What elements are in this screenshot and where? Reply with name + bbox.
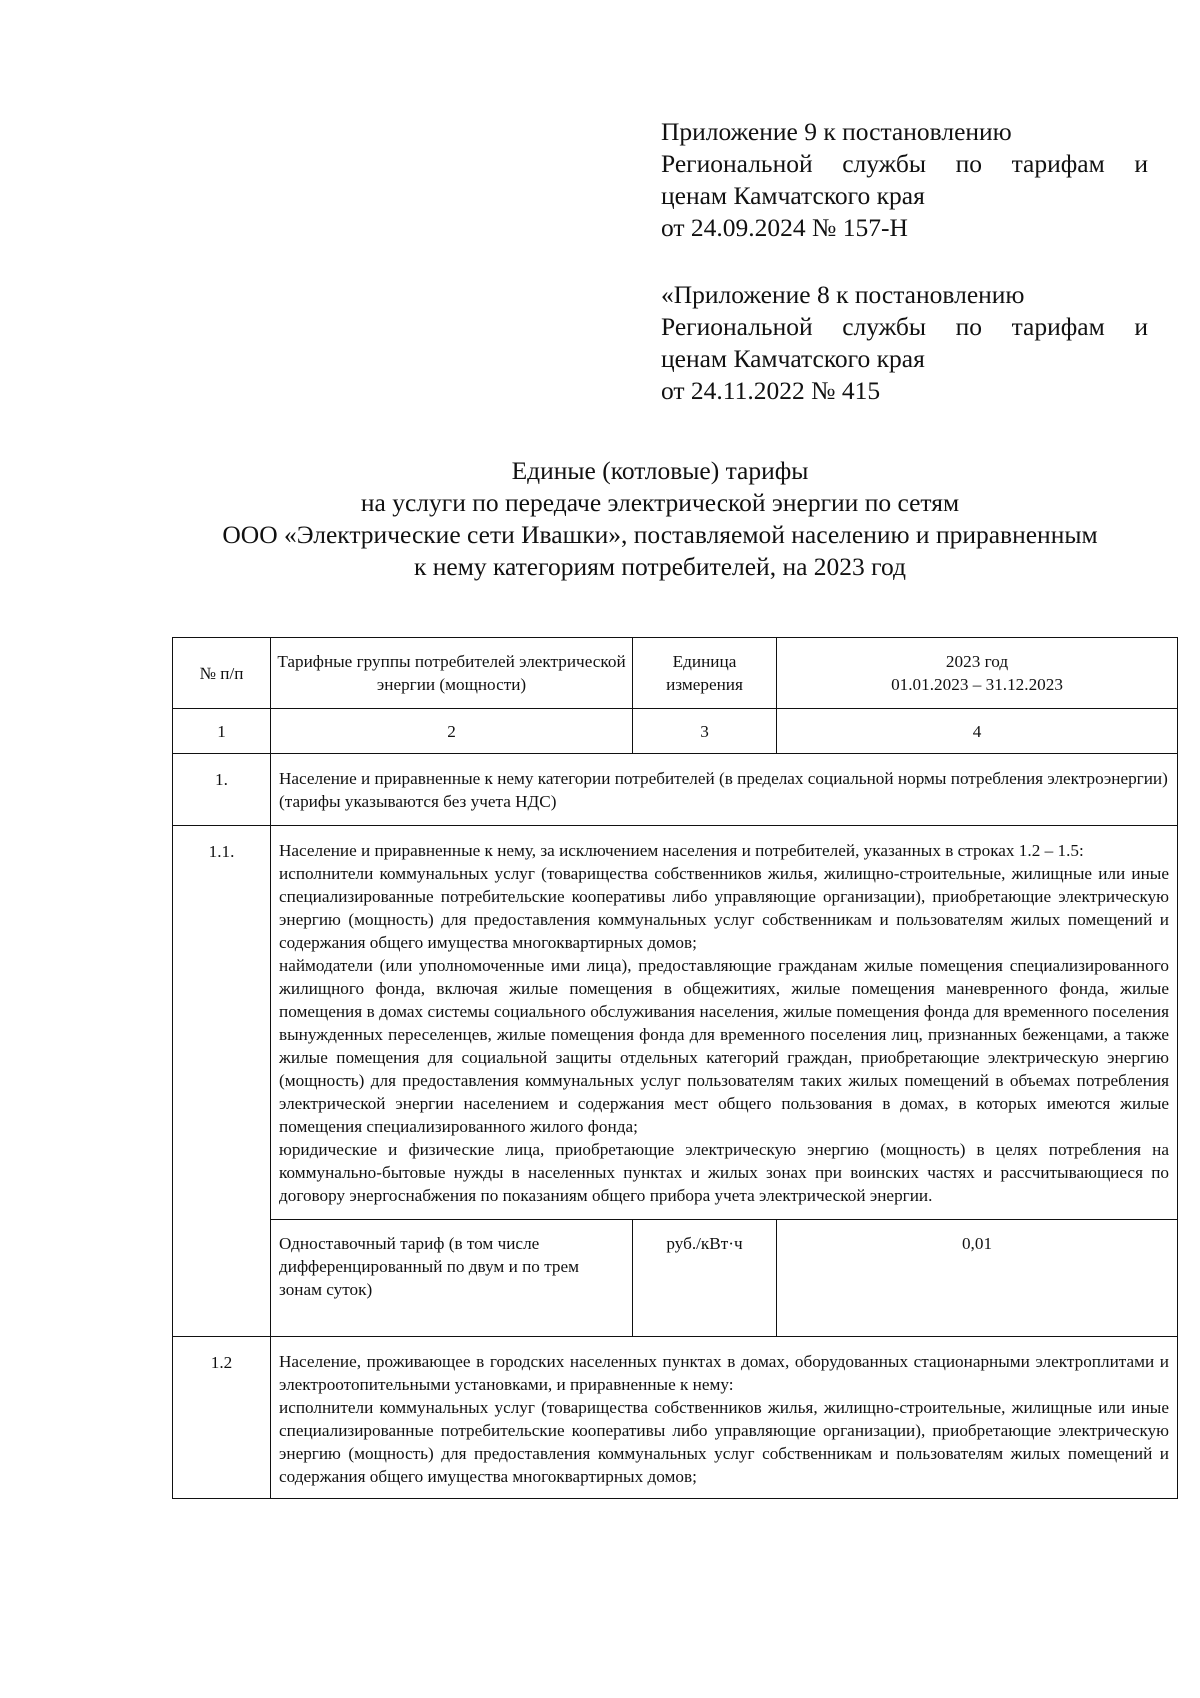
title-line: Единые (котловые) тарифы [511,456,809,485]
row-description [271,754,1178,826]
title-line: на услуги по передаче электрической энергии по сетям [360,488,960,517]
header-year: 2023 год [945,652,1009,671]
annex-line: Региональной службы по тарифам и [661,149,1148,178]
header-dates: 01.01.2023 – 31.12.2023 [891,675,1063,694]
annex-line: ценам Камчатского края [661,181,925,210]
table-row-section-1-1 [173,826,1178,1220]
header-unit-text: Единица измерения [666,652,743,694]
document-title [160,455,1160,583]
annex-line: «Приложение 8 к постановлению [661,280,1025,309]
row-description [271,1337,1178,1499]
header-number: № п/п [173,638,271,709]
paragraph: Население, проживающее в городских населенных пунктах в домах, оборудованных стационарными электроплитами и электроотопительными установками, и приравненные к нему: [279,1352,1169,1394]
table-header-row [173,638,1178,709]
tariff-table [172,637,1178,1499]
paragraph: исполнители коммунальных услуг (товарищества собственников жилья, жилищно-строительные, жилищные или иные специализированные потребительские кооперативы либо управляющие организации), приобретающие электрическую энергию (мощность) для предоставления коммунальных услуг собственникам и пользователям жилых помещений и содержания общего имущества многоквартирных домов; [279,1398,1169,1486]
table-row-section-1-2 [173,1337,1178,1499]
row-number: 1. [173,754,271,826]
paragraph: наймодатели (или уполномоченные ими лица), предоставляющие гражданам жилые помещения специализированного жилищного фонда, включая жилые помещения в общежитиях, жилые помещения маневренного фонда, жилые помещения в домах системы социального обслуживания населения, жилые помещения фонда для временного поселения вынужденных переселенцев, жилые помещения фонда для временного поселения лиц, признанных беженцами, а также жилые помещения для социальной защиты отдельных категорий граждан, приобретающие электрическую энергию (мощность) для предоставления коммунальных услуг пользователям таких жилых помещений в объемах потребления электрической энергии населением и содержания мест общего пользования в домах, в которых имеются жилые помещения специализированного жилого фонда; [279,956,1169,1136]
annex-line: от 24.09.2024 № 157-Н [661,213,908,242]
rate-unit: руб./кВт·ч [633,1220,777,1337]
annex-line: Региональной службы по тарифам и [661,312,1148,341]
paragraph: исполнители коммунальных услуг (товарищества собственников жилья, жилищно-строительные, жилищные или иные специализированные потребительские кооперативы либо управляющие организации), приобретающие электрическую энергию (мощность) для предоставления коммунальных услуг собственникам и пользователям жилых помещений и содержания общего имущества многоквартирных домов; [279,864,1169,952]
column-number: 2 [271,709,633,754]
annex-header-current [661,116,1148,244]
column-number: 1 [173,709,271,754]
title-line: к нему категориям потребителей, на 2023 год [414,552,906,581]
rate-value: 0,01 [777,1220,1178,1337]
annex-line: ценам Камчатского края [661,344,925,373]
header-unit [633,638,777,709]
paragraph: Население и приравненные к нему, за исключением населения и потребителей, указанных в строках 1.2 – 1.5: [279,841,1084,860]
column-number: 4 [777,709,1178,754]
annex-header-previous [661,279,1148,407]
table-row-section-1 [173,754,1178,826]
paragraph: Население и приравненные к нему категории потребителей (в пределах социальной нормы потребления электроэнергии) (тарифы указываются без учета НДС) [279,769,1168,811]
column-number: 3 [633,709,777,754]
paragraph: юридические и физические лица, приобретающие электрическую энергию (мощность) в целях потребления на коммунально-бытовые нужды в населенных пунктах и жилых зонах при воинских частях и рассчитывающиеся по договору энергоснабжения по показаниям общего прибора учета электрической энергии. [279,1140,1169,1205]
row-number: 1.1. [173,826,271,1337]
annex-line: от 24.11.2022 № 415 [661,376,881,405]
header-tariff-groups-text: Тарифные группы потребителей электрической энергии (мощности) [277,652,626,694]
title-line: ООО «Электрические сети Ивашки», поставляемой населению и приравненным [222,520,1098,549]
row-description [271,826,1178,1220]
rate-label: Одноставочный тариф (в том числе дифференцированный по двум и по трем зонам суток) [271,1220,633,1337]
column-number-row [173,709,1178,754]
row-number: 1.2 [173,1337,271,1499]
tariff-rate-row [173,1220,1178,1337]
header-tariff-groups [271,638,633,709]
annex-line: Приложение 9 к постановлению [661,117,1012,146]
header-period [777,638,1178,709]
